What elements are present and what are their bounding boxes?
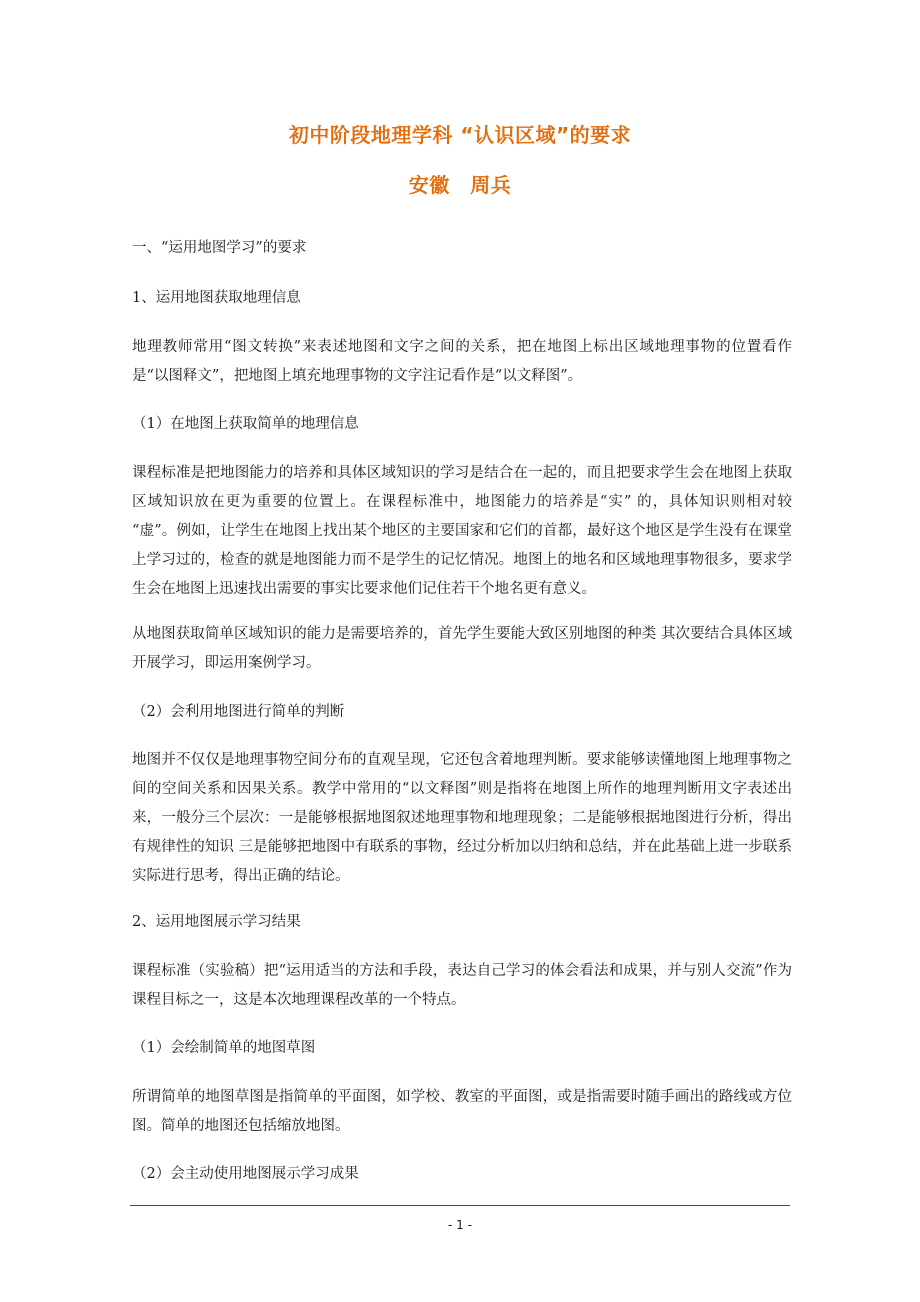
item-heading-2-1: （1）会绘制简单的地图草图 (132, 1040, 316, 1056)
paragraph-4: 地图并不仅仅是地理事物空间分布的直观呈现，它还包含着地理判断。要求能够读懂地图上地理事物之间的空间关系和因果关系。教学中常用的“以文释图”则是指将在地图上所作的地理判断用文字表述出来，一般分三个层次：一是能够根据地图叙述地理事物和地理现象；二是能够根据地图进行分析，得出有规律性的知识 三是能够把地图中有联系的事物，经过分析加以归纳和总结，并在此基础上进一步联系实际进行思考，得出正确的结论。 (132, 752, 792, 884)
item-heading-1-1: （1）在地图上获取简单的地理信息 (132, 416, 359, 432)
paragraph-2: 课程标准是把地图能力的培养和具体区域知识的学习是结合在一起的，而且把要求学生会在地图上获取区域知识放在更为重要的位置上。在课程标准中，地图能力的培养是“实” 的，具体知识则相对较 “虚”。例如，让学生在地图上找出某个地区的主要国家和它们的首都，最好这个地区是学生没有在课堂上学习过的，检查的就是地图能力而不是学生的记忆情况。地图上的地名和区域地理事物很多，要求学生会在地图上迅速找出需要的事实比要求他们记住若干个地名更有意义。 (132, 465, 792, 597)
paragraph-6: 所谓简单的地图草图是指简单的平面图，如学校、教室的平面图，或是指需要时随手画出的路线或方位图。简单的地图还包括缩放地图。 (132, 1089, 792, 1134)
footer-divider (130, 1205, 790, 1206)
section-heading-1: 一、“运用地图学习”的要求 (132, 240, 307, 256)
item-heading-2-2: （2）会主动使用地图展示学习成果 (132, 1166, 359, 1182)
document-author: 安徽 周兵 (408, 173, 512, 197)
subsection-heading-1: 1、运用地图获取地理信息 (132, 290, 301, 306)
paragraph-1: 地理教师常用“图文转换”来表述地图和文字之间的关系，把在地图上标出区域地理事物的位置看作是“以图释文”，把地图上填充地理事物的文字注记看作是“以文释图”。 (132, 339, 792, 384)
item-heading-1-2: （2）会利用地图进行简单的判断 (132, 704, 345, 720)
paragraph-5: 课程标准（实验稿）把“运用适当的方法和手段，表达自己学习的体会看法和成果，并与别人交流”作为课程目标之一，这是本次地理课程改革的一个特点。 (132, 963, 792, 1008)
paragraph-3: 从地图获取简单区域知识的能力是需要培养的，首先学生要能大致区别地图的种类 其次要结合具体区域开展学习，即运用案例学习。 (132, 626, 792, 671)
subsection-heading-2: 2、运用地图展示学习结果 (132, 914, 301, 930)
document-title: 初中阶段地理学科 “认识区域”的要求 (288, 123, 632, 147)
page-number: - 1 - (448, 1218, 472, 1232)
